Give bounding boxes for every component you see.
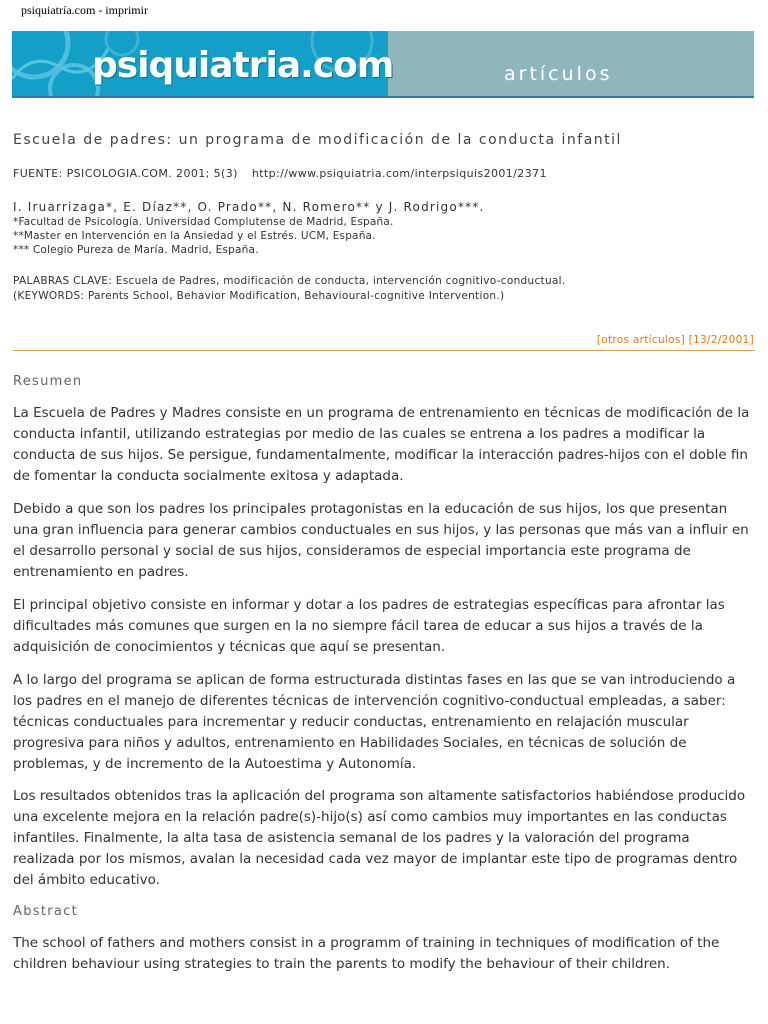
- print-header: psiquiatría.com - imprimir: [21, 3, 148, 17]
- article-meta-links: [597, 334, 754, 346]
- abstract-heading: Abstract: [13, 904, 78, 919]
- other-articles-link[interactable]: [otros artículos]: [596, 334, 686, 346]
- author-affiliations: [13, 215, 394, 257]
- resumen-paragraph: La Escuela de Padres y Madres consiste en un programa de entrenamiento en técnicas de modificación de la conducta infantil, utilizando estrategias por medio de las cuales se entrena a los padres a modificar la conducta de sus hijos. Se persigue, fundamentalmente, modificar la interacción padres-hijos con el doble fin de fomentar la conducta socialmente exitosa y adaptada.: [13, 405, 750, 484]
- resumen-paragraph: El principal objetivo consiste en informar y dotar a los padres de estrategias específicas para afrontar las dificultades más comunes que surgen en la no siempre fácil tarea de educar a sus hijos a través de la adquisición de conocimientos y técnicas que aquí se presentan.: [13, 597, 725, 655]
- section-divider: [13, 350, 755, 351]
- affiliation-line: **Master en Intervención en la Ansiedad y el Estrés. UCM, España.: [13, 230, 376, 242]
- resumen-paragraph: Los resultados obtenidos tras la aplicación del programa son altamente satisfactorios habiéndose producido una excelente mejora en la relación padre(s)-hijo(s) así como cambios muy importantes en las conductas infantiles. Finalmente, la alta tasa de asistencia semanal de los padres y la valoración del programa realizada por los mismos, avalan la necesidad cada vez mayor de implantar este tipo de programas dentro del ámbito educativo.: [13, 788, 746, 888]
- article-title: Escuela de padres: un programa de modificación de la conducta infantil: [13, 132, 622, 148]
- site-banner[interactable]: [12, 31, 754, 98]
- affiliation-line: *** Colegio Pureza de María. Madrid, España.: [13, 244, 259, 256]
- source-citation: FUENTE: PSICOLOGIA.COM. 2001; 5(3): [13, 167, 238, 180]
- banner-divider: [12, 96, 754, 98]
- keywords-spanish: PALABRAS CLAVE: Escuela de Padres, modificación de conducta, intervención cognitivo-conductual.: [13, 275, 566, 287]
- resumen-paragraph: Debido a que son los padres los principales protagonistas en la educación de sus hijos, los que presentan una gran influencia para generar cambios conductuales en sus hijos, y las personas que más van a influir en el desarrollo personal y social de sus hijos, consideramos de especial importancia este programa de entrenamiento en padres.: [13, 501, 749, 580]
- article-authors: I. Iruarrizaga*, E. Díaz**, O. Prado**, N. Romero** y J. Rodrigo***.: [13, 200, 485, 214]
- resumen-heading: Resumen: [13, 374, 83, 389]
- abstract-paragraph: The school of fathers and mothers consist in a programm of training in techniques of modification of the children behaviour using strategies to train the parents to modify the behaviour of their children.: [13, 935, 720, 972]
- site-logo[interactable]: psiquiatria.com: [92, 45, 394, 86]
- affiliation-line: *Facultad de Psicología. Universidad Complutense de Madrid, España.: [13, 216, 394, 228]
- keywords-block: [13, 274, 566, 304]
- resumen-paragraph: A lo largo del programa se aplican de forma estructurada distintas fases en las que se van introduciendo a los padres en el manejo de diferentes técnicas de intervención cognitivo-conductual empleadas, a saber: técnicas conductuales para incrementar y reducir conductas, entrenamiento en relajación muscular progresiva para niños y adultos, entrenamiento en Habilidades Sociales, en técnicas de solución de problemas, y de incremento de la Autoestima y Autonomía.: [13, 672, 736, 772]
- keywords-english: (KEYWORDS: Parents School, Behavior Modification, Behavioural-cognitive Intervention.): [13, 290, 505, 302]
- source-url-link[interactable]: http://www.psiquiatria.com/interpsiquis2001/2371: [251, 167, 547, 180]
- section-label: artículos: [504, 63, 613, 85]
- article-source: [13, 167, 547, 180]
- publication-date: [13/2/2001]: [688, 334, 754, 346]
